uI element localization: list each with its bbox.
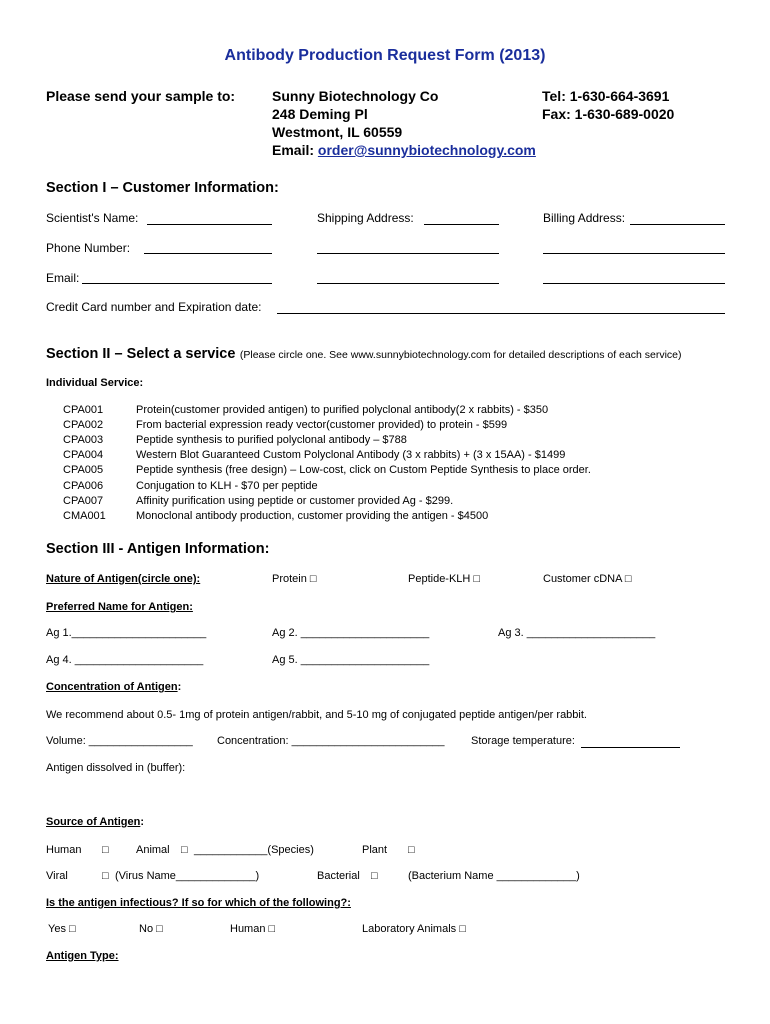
service-code: CPA003 bbox=[63, 434, 104, 446]
source-plant-checkbox[interactable]: □ bbox=[408, 844, 415, 856]
service-code: CPA004 bbox=[63, 449, 104, 461]
nature-peptide-klh-option[interactable]: Peptide-KLH □ bbox=[408, 573, 481, 585]
ag3-field[interactable]: Ag 3. _____________________ bbox=[498, 627, 656, 639]
email-label: Email: bbox=[46, 271, 80, 285]
individual-service-label: Individual Service: bbox=[46, 377, 144, 389]
infectious-question: Is the antigen infectious? If so for which of the following?: bbox=[46, 897, 351, 909]
service-desc: Protein(customer provided antigen) to purified polyclonal antibody(2 x rabbits) - $350 bbox=[136, 404, 549, 416]
source-human-label: Human bbox=[46, 844, 82, 856]
section-2-title: Section II – Select a service bbox=[46, 346, 236, 362]
shipping-address-field-1[interactable] bbox=[424, 224, 499, 225]
form-title: Antibody Production Request Form (2013) bbox=[224, 47, 546, 64]
service-desc: Conjugation to KLH - $70 per peptide bbox=[136, 480, 318, 492]
recommendation-text: We recommend about 0.5- 1mg of protein antigen/rabbit, and 5-10 mg of conjugated peptide antigen/per rabbit. bbox=[46, 709, 587, 721]
source-viral-checkbox[interactable]: □ bbox=[102, 870, 109, 882]
credit-card-label: Credit Card number and Expiration date: bbox=[46, 300, 262, 314]
infectious-no-option[interactable]: No □ bbox=[139, 923, 163, 935]
source-bacterial-checkbox[interactable]: □ bbox=[371, 870, 378, 882]
service-desc: Monoclonal antibody production, customer providing the antigen - $4500 bbox=[136, 510, 489, 522]
section-2-note: (Please circle one. See www.sunnybiotechnology.com for detailed descriptions of each service) bbox=[239, 349, 682, 361]
company-tel: Tel: 1-630-664-3691 bbox=[542, 88, 670, 104]
scientist-name-label: Scientist's Name: bbox=[46, 211, 139, 225]
ag4-field[interactable]: Ag 4. _____________________ bbox=[46, 654, 204, 666]
source-title bbox=[46, 816, 144, 828]
company-name: Sunny Biotechnology Co bbox=[272, 88, 439, 104]
service-code: CMA001 bbox=[63, 510, 106, 522]
infectious-lab-animals-option[interactable]: Laboratory Animals □ bbox=[362, 923, 466, 935]
antigen-type-label: Antigen Type: bbox=[46, 950, 119, 962]
storage-temperature-label: Storage temperature: bbox=[471, 735, 575, 747]
send-to-label: Please send your sample to: bbox=[46, 88, 236, 104]
company-fax: Fax: 1-630-689-0020 bbox=[542, 106, 675, 122]
concentration-title-colon: : bbox=[177, 681, 182, 693]
shipping-address-field-3[interactable] bbox=[317, 283, 499, 284]
preferred-name-label: Preferred Name for Antigen: bbox=[46, 601, 193, 613]
ag5-field[interactable]: Ag 5. _____________________ bbox=[272, 654, 430, 666]
bacterium-name-field[interactable]: (Bacterium Name _____________) bbox=[408, 870, 580, 882]
billing-address-label: Billing Address: bbox=[543, 211, 626, 225]
source-title-text: Source of Antigen bbox=[46, 816, 141, 828]
service-desc: Western Blot Guaranteed Custom Polyclonal Antibody (3 x rabbits) + (3 x 15AA) - $1499 bbox=[136, 449, 566, 461]
service-code: CPA002 bbox=[63, 419, 104, 431]
service-desc: Peptide synthesis (free design) – Low-cost, click on Custom Peptide Synthesis to place order. bbox=[136, 464, 591, 476]
storage-temperature-field[interactable] bbox=[581, 747, 680, 748]
species-field[interactable]: ____________(Species) bbox=[194, 844, 314, 856]
shipping-address-field-2[interactable] bbox=[317, 253, 499, 254]
source-animal-label: Animal bbox=[136, 844, 170, 856]
shipping-address-label: Shipping Address: bbox=[317, 211, 414, 225]
company-address-1: 248 Deming Pl bbox=[272, 106, 368, 122]
company-address-2: Westmont, IL 60559 bbox=[272, 124, 403, 140]
infectious-yes-option[interactable]: Yes □ bbox=[48, 923, 76, 935]
phone-number-label: Phone Number: bbox=[46, 241, 131, 255]
source-viral-label: Viral bbox=[46, 870, 68, 882]
email-link[interactable]: order@sunnybiotechnology.com bbox=[317, 142, 536, 158]
source-animal-checkbox[interactable]: □ bbox=[181, 844, 188, 856]
nature-customer-cdna-option[interactable]: Customer cDNA □ bbox=[543, 573, 632, 585]
ag1-field[interactable]: Ag 1.______________________ bbox=[46, 627, 207, 639]
ag2-field[interactable]: Ag 2. _____________________ bbox=[272, 627, 430, 639]
billing-address-field-3[interactable] bbox=[543, 283, 725, 284]
email-field[interactable] bbox=[82, 283, 272, 284]
service-code: CPA001 bbox=[63, 404, 104, 416]
source-bacterial-label: Bacterial bbox=[317, 870, 360, 882]
section-3-title: Section III - Antigen Information: bbox=[46, 541, 270, 557]
antigen-buffer-label: Antigen dissolved in (buffer): bbox=[46, 762, 186, 774]
section-2-header bbox=[46, 345, 682, 363]
section-1-title: Section I – Customer Information: bbox=[46, 180, 279, 196]
infectious-human-option[interactable]: Human □ bbox=[230, 923, 276, 935]
nature-protein-option[interactable]: Protein □ bbox=[272, 573, 317, 585]
volume-field[interactable]: Volume: _________________ bbox=[46, 735, 193, 747]
service-code: CPA007 bbox=[63, 495, 104, 507]
email-label: Email: bbox=[272, 142, 318, 158]
concentration-title bbox=[46, 681, 181, 693]
nature-of-antigen-label: Nature of Antigen(circle one): bbox=[46, 573, 201, 585]
billing-address-field-2[interactable] bbox=[543, 253, 725, 254]
source-plant-label: Plant bbox=[362, 844, 388, 856]
service-desc: Affinity purification using peptide or customer provided Ag - $299. bbox=[136, 495, 454, 507]
source-human-checkbox[interactable]: □ bbox=[102, 844, 109, 856]
billing-address-field-1[interactable] bbox=[630, 224, 725, 225]
scientist-name-field[interactable] bbox=[147, 224, 272, 225]
service-desc: Peptide synthesis to purified polyclonal antibody – $788 bbox=[136, 434, 407, 446]
service-code: CPA006 bbox=[63, 480, 104, 492]
source-title-colon: : bbox=[140, 816, 144, 828]
concentration-field[interactable]: Concentration: _________________________ bbox=[217, 735, 445, 747]
concentration-title-text: Concentration of Antigen bbox=[46, 681, 178, 693]
service-desc: From bacterial expression ready vector(customer provided) to protein - $599 bbox=[136, 419, 508, 431]
service-code: CPA005 bbox=[63, 464, 104, 476]
phone-number-field[interactable] bbox=[144, 253, 272, 254]
company-email bbox=[272, 142, 536, 158]
virus-name-field[interactable]: (Virus Name_____________) bbox=[115, 870, 260, 882]
credit-card-field[interactable] bbox=[277, 313, 725, 314]
